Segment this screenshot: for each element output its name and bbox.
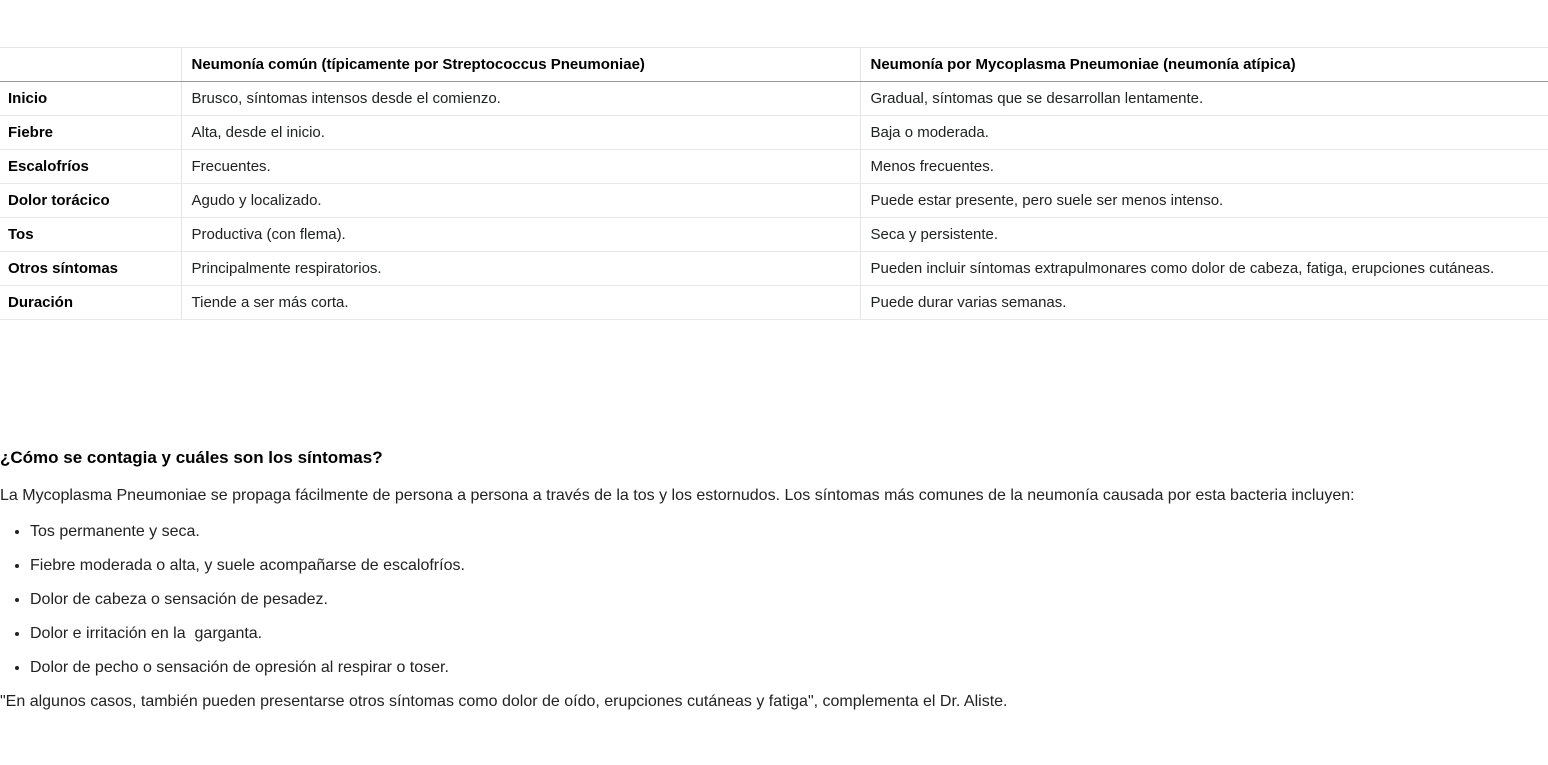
intro-paragraph: La Mycoplasma Pneumoniae se propaga fácilmente de persona a persona a través de la tos y los estornudos. Los síntomas más comunes de la neumonía causada por esta bacteria incluyen: — [0, 487, 1355, 504]
table-header-empty-cell — [0, 48, 181, 82]
table-row — [0, 184, 1548, 218]
row-label: Dolor torácico — [0, 184, 181, 218]
quote-paragraph: "En algunos casos, también pueden presentarse otros síntomas como dolor de oído, erupciones cutáneas y fatiga", complementa el Dr. Aliste. — [0, 693, 1008, 710]
table-row — [0, 150, 1548, 184]
list-item: • Dolor de pecho o sensación de opresión al respirar o toser. — [30, 658, 1548, 678]
row-label: Tos — [0, 218, 181, 252]
cell-common: Agudo y localizado. — [181, 184, 860, 218]
table-row — [0, 82, 1548, 116]
cell-common: Frecuentes. — [181, 150, 860, 184]
table-header-row — [0, 48, 1548, 82]
cell-atypical: Seca y persistente. — [860, 218, 1548, 252]
list-item: • Dolor e irritación en la garganta. — [30, 624, 1548, 644]
row-label: Inicio — [0, 82, 181, 116]
cell-atypical: Pueden incluir síntomas extrapulmonares como dolor de cabeza, fatiga, erupciones cutáneas. — [860, 252, 1548, 286]
table-row — [0, 252, 1548, 286]
cell-atypical: Puede durar varias semanas. — [860, 286, 1548, 320]
pneumonia-comparison-table — [0, 47, 1548, 320]
row-label: Otros síntomas — [0, 252, 181, 286]
row-label: Fiebre — [0, 116, 181, 150]
cell-common: Brusco, síntomas intensos desde el comienzo. — [181, 82, 860, 116]
list-item: • Dolor de cabeza o sensación de pesadez. — [30, 590, 1548, 610]
cell-atypical: Puede estar presente, pero suele ser menos intenso. — [860, 184, 1548, 218]
table-header-common-pneumonia: Neumonía común (típicamente por Streptococcus Pneumoniae) — [181, 48, 860, 82]
table-row — [0, 116, 1548, 150]
row-label: Escalofríos — [0, 150, 181, 184]
cell-common: Productiva (con flema). — [181, 218, 860, 252]
cell-atypical: Gradual, síntomas que se desarrollan lentamente. — [860, 82, 1548, 116]
table-header-atypical-pneumonia: Neumonía por Mycoplasma Pneumoniae (neumonía atípica) — [860, 48, 1548, 82]
list-item: • Tos permanente y seca. — [30, 522, 1548, 542]
cell-common: Tiende a ser más corta. — [181, 286, 860, 320]
list-item: • Fiebre moderada o alta, y suele acompañarse de escalofríos. — [30, 556, 1548, 576]
cell-common: Alta, desde el inicio. — [181, 116, 860, 150]
table-row — [0, 286, 1548, 320]
table-row — [0, 218, 1548, 252]
row-label: Duración — [0, 286, 181, 320]
cell-atypical: Baja o moderada. — [860, 116, 1548, 150]
section-heading: ¿Cómo se contagia y cuáles son los síntomas? — [0, 448, 383, 467]
cell-common: Principalmente respiratorios. — [181, 252, 860, 286]
cell-atypical: Menos frecuentes. — [860, 150, 1548, 184]
symptoms-list — [0, 522, 1548, 678]
